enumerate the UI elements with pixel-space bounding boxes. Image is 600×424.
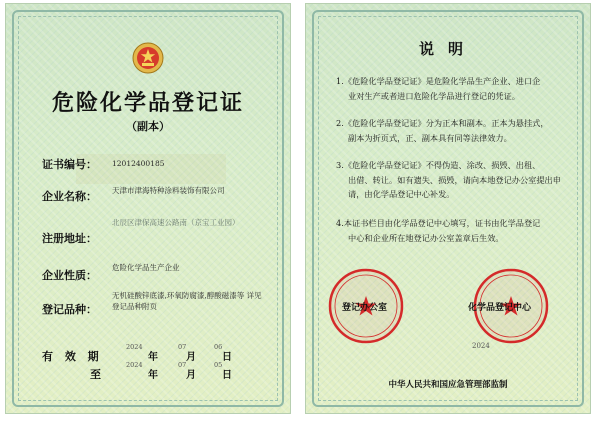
validity-from-month: 07 [178, 343, 187, 351]
item-text-continued: 业对生产或者进口危险化学品进行登记的凭证。 [348, 90, 520, 101]
national-emblem-icon [132, 42, 164, 74]
certificate-title: 危险化学品登记证 [51, 90, 244, 116]
item-number: 2. [336, 118, 344, 128]
month-unit: 月 [186, 370, 196, 381]
registered-items-value: 无机硅酸锌底漆,环氧防腐漆,醇酸磁漆等 详见登记品种附页 [112, 291, 262, 311]
validity-to-year: 2024 [126, 361, 143, 369]
day-unit: 日 [222, 370, 232, 381]
instruction-item-3 [336, 158, 566, 202]
validity-label: 有 效 期 [42, 350, 103, 363]
item-number: 1. [336, 76, 344, 86]
issuer-footer: 中华人民共和国应急管理部监制 [388, 380, 508, 390]
certificate-right-page [306, 4, 590, 413]
company-name-label: 企业名称： [42, 190, 97, 203]
cert-number-value: 12012400185 [112, 159, 165, 168]
item-text: 《危险化学品登记证》不得伪造、涂改、损毁、出租、 [343, 160, 541, 170]
seal-date-year: 2024 [472, 342, 490, 350]
year-unit: 年 [148, 370, 158, 381]
company-name-value: 天津市津海特种涂料装饰有限公司 [112, 186, 225, 195]
office-label: 登记办公室 [342, 303, 388, 313]
cert-number-label: 证书编号： [42, 158, 97, 171]
validity-from-day: 06 [214, 343, 223, 351]
validity-to-label: 至 [90, 368, 101, 381]
registered-items-label: 登记品种： [42, 303, 97, 316]
item-number: 4. [336, 218, 344, 228]
item-text-continued: 副本为折页式，正、副本具有同等法律效力。 [348, 132, 512, 143]
day-unit: 日 [222, 352, 232, 363]
item-text: 《危险化学品登记证》分为正本和副本。正本为悬挂式， [343, 118, 549, 128]
validity-to-day: 05 [214, 361, 223, 369]
address-label: 注册地址： [42, 232, 97, 245]
registration-center-label: 化学品登记中心 [468, 303, 532, 313]
month-unit: 月 [186, 352, 196, 363]
instructions-title: 说明 [418, 40, 477, 58]
instruction-item-2 [336, 116, 566, 145]
company-type-value: 危险化学品生产企业 [112, 263, 180, 272]
instruction-item-1 [336, 74, 566, 103]
year-unit: 年 [148, 352, 158, 363]
certificate-left-page [6, 4, 290, 413]
item-text: 《危险化学品登记证》是危险化学品生产企业、进口企 [343, 76, 541, 86]
company-type-label: 企业性质： [42, 269, 97, 282]
address-value: 北辰区津保高速公路南（京宝工业园） [112, 218, 240, 227]
instruction-item-4 [336, 216, 566, 245]
item-text-continued: 出借、转让。如有遗失、损毁，请向本地登记办公室提出申请，由化学品登记中心补发。 [348, 174, 561, 199]
item-number: 3. [336, 160, 344, 170]
validity-to-month: 07 [178, 361, 187, 369]
validity-from-year: 2024 [126, 343, 143, 351]
certificate-subtitle: （副本） [126, 120, 170, 133]
item-text: 本证书栏目由化学品登记中心填写，证书由化学品登记 [343, 218, 541, 228]
item-text-continued: 中心和企业所在地登记办公室盖章后生效。 [348, 232, 504, 243]
